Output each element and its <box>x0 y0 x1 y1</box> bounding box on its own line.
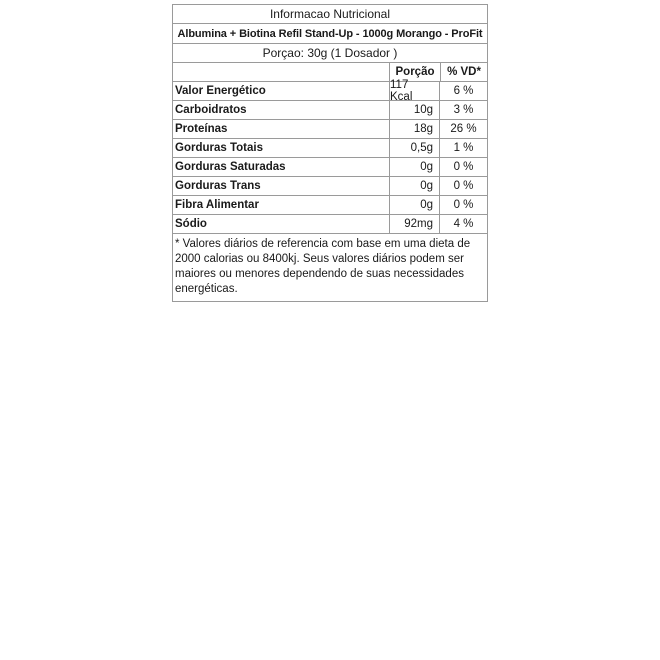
nutrient-amount: 0g <box>390 177 440 195</box>
nutrient-name: Sódio <box>173 215 390 233</box>
nutrient-name: Fibra Alimentar <box>173 196 390 214</box>
nutrient-vd: 1 % <box>453 142 474 154</box>
nutrient-row-gorduras-totais <box>173 139 487 158</box>
column-header-portion: Porção <box>390 63 441 81</box>
nutrient-vd: 0 % <box>453 180 474 192</box>
nutrient-row-sodio <box>173 215 487 234</box>
nutrient-vd: 6 % <box>453 85 474 97</box>
nutrient-vd: 0 % <box>453 199 474 211</box>
nutrient-amount: 117 Kcal <box>390 82 440 100</box>
nutrient-name: Gorduras Totais <box>173 139 390 157</box>
product-name: Albumina + Biotina Refil Stand-Up - 1000g Morango - ProFit <box>173 24 487 44</box>
nutrient-name: Gorduras Saturadas <box>173 158 390 176</box>
nutrient-amount: 10g <box>390 101 440 119</box>
nutrient-vd: 3 % <box>453 104 474 116</box>
nutrient-name: Proteínas <box>173 120 390 138</box>
nutrient-name: Valor Energético <box>173 82 390 100</box>
nutrient-row-proteinas <box>173 120 487 139</box>
nutrient-row-gorduras-saturadas <box>173 158 487 177</box>
column-header-vd: % VD* <box>447 66 481 78</box>
nutrient-vd: 26 % <box>450 123 477 135</box>
nutrient-row-valor-energetico <box>173 79 487 103</box>
nutrient-vd: 0 % <box>453 161 474 173</box>
column-header-row <box>173 63 487 82</box>
nutrient-amount: 18g <box>390 120 440 138</box>
nutrient-vd: 4 % <box>453 218 474 230</box>
nutrient-amount: 0,5g <box>390 139 440 157</box>
nutrient-amount: 0g <box>390 196 440 214</box>
table-title: Informacao Nutricional <box>173 5 487 24</box>
column-header-nutrient <box>173 63 390 81</box>
nutrient-row-fibra-alimentar <box>173 196 487 215</box>
nutrient-row-gorduras-trans <box>173 177 487 196</box>
footnote: * Valores diários de referencia com base em uma dieta de 2000 calorias ou 8400kj. Seus valores diários podem ser maiores ou menores dependendo de suas necessidades energéticas. <box>175 238 471 295</box>
nutrient-amount: 92mg <box>390 215 440 233</box>
nutrient-amount: 0g <box>390 158 440 176</box>
portion-info: Porçao: 30g (1 Dosador ) <box>173 44 487 63</box>
nutrient-row-carboidratos <box>173 101 487 120</box>
nutrition-facts-table <box>172 4 488 302</box>
nutrient-name: Gorduras Trans <box>173 177 390 195</box>
nutrient-name: Carboidratos <box>173 101 390 119</box>
